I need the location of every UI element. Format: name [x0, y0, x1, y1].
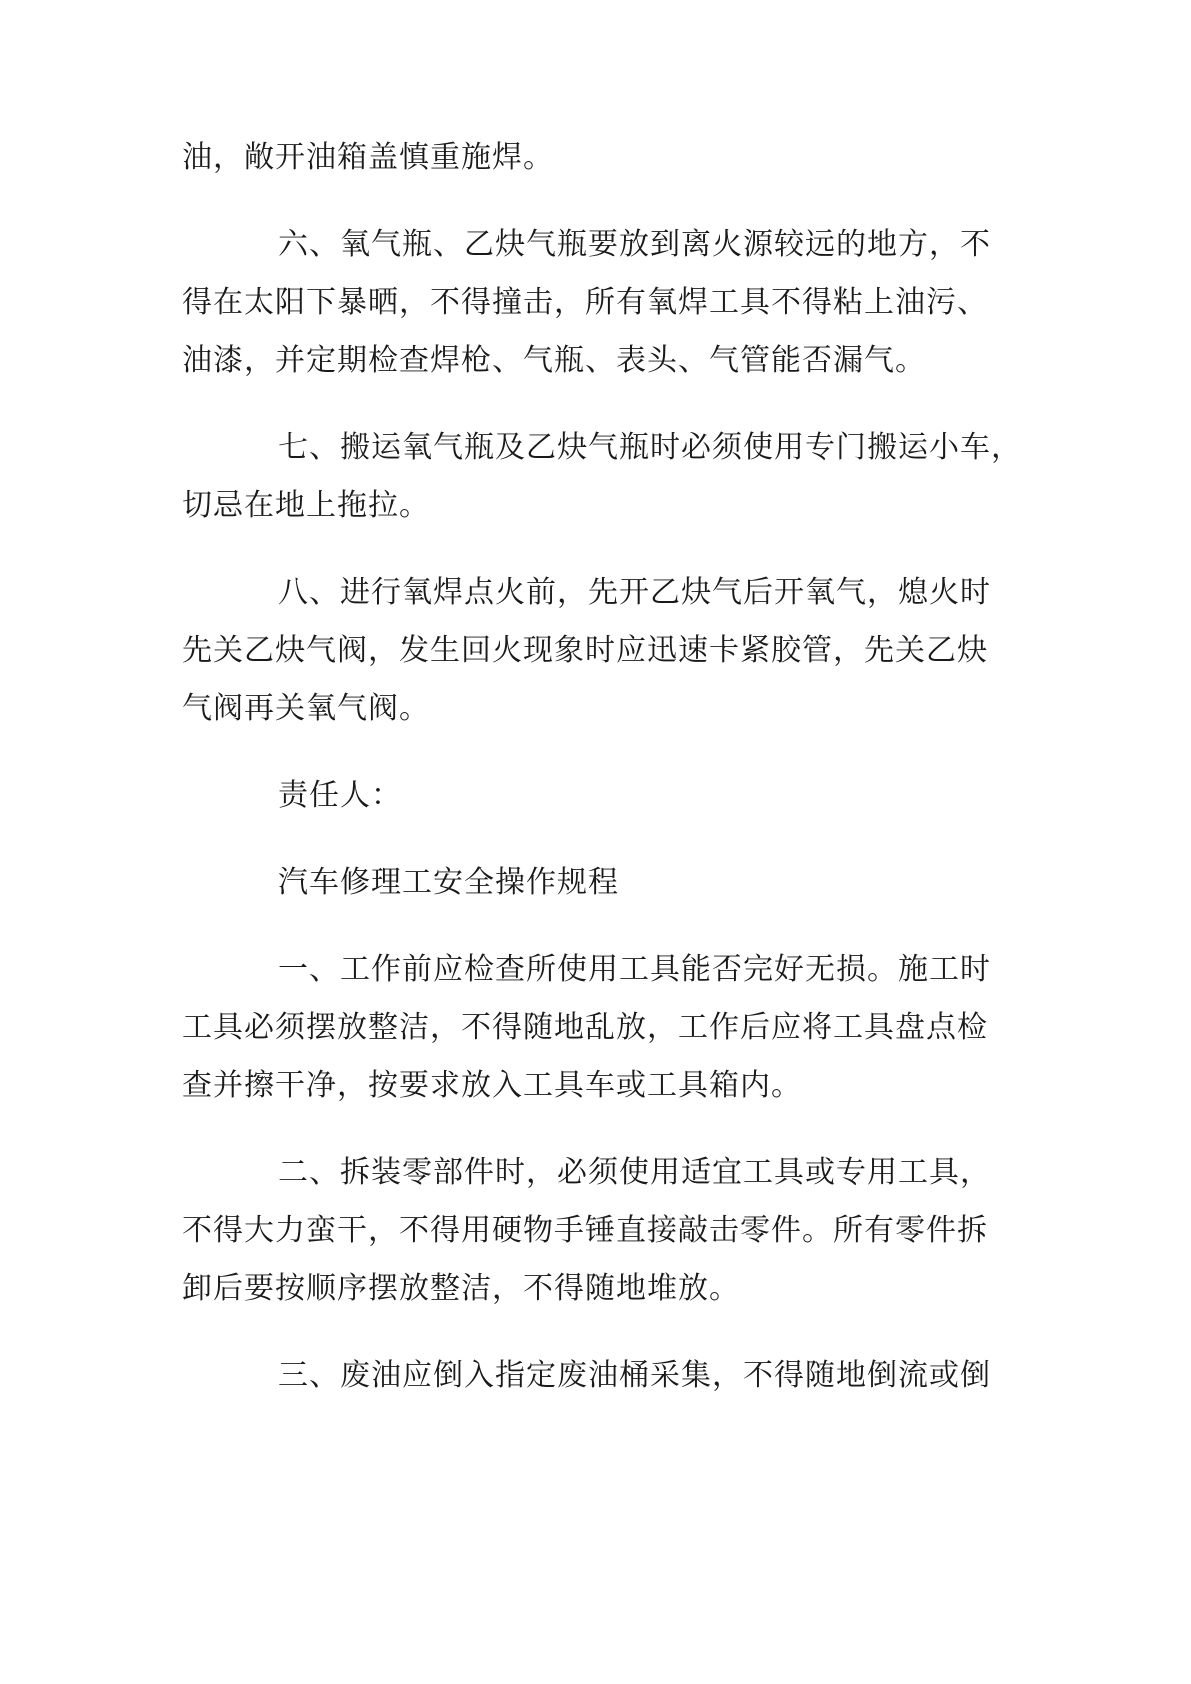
paragraph-line: 气阀再关氧气阀。 [182, 691, 430, 726]
section-title: 汽车修理工安全操作规程 [278, 865, 619, 900]
paragraph-line: 工具必须摆放整洁，不得随地乱放，工作后应将工具盘点检 [182, 1010, 988, 1045]
paragraph-line: 六、氧气瓶、乙炔气瓶要放到离火源较远的地方，不 [278, 227, 991, 262]
paragraph-line: 切忌在地上拖拉。 [182, 488, 430, 523]
paragraph-line: 先关乙炔气阀，发生回火现象时应迅速卡紧胶管，先关乙炔 [182, 633, 988, 668]
paragraph-line: 油漆，并定期检查焊枪、气瓶、表头、气管能否漏气。 [182, 343, 926, 378]
paragraph-line: 不得大力蛮干，不得用硬物手锤直接敲击零件。所有零件拆 [182, 1213, 988, 1248]
paragraph-line: 七、搬运氧气瓶及乙炔气瓶时必须使用专门搬运小车， [278, 430, 1022, 465]
paragraph-line: 八、进行氧焊点火前，先开乙炔气后开氧气，熄火时 [278, 575, 991, 610]
responsible-person-label: 责任人： [278, 778, 402, 813]
paragraph-line: 卸后要按顺序摆放整洁，不得随地堆放。 [182, 1271, 740, 1306]
paragraph-line: 油，敞开油箱盖慎重施焊。 [182, 140, 554, 175]
paragraph-line: 得在太阳下暴晒，不得撞击，所有氧焊工具不得粘上油污、 [182, 285, 988, 320]
paragraph-line: 二、拆装零部件时，必须使用适宜工具或专用工具， [278, 1155, 991, 1190]
paragraph-line: 查并擦干净，按要求放入工具车或工具箱内。 [182, 1068, 802, 1103]
paragraph-line: 三、废油应倒入指定废油桶采集，不得随地倒流或倒 [278, 1358, 991, 1393]
paragraph-line: 一、工作前应检查所使用工具能否完好无损。施工时 [278, 952, 991, 987]
